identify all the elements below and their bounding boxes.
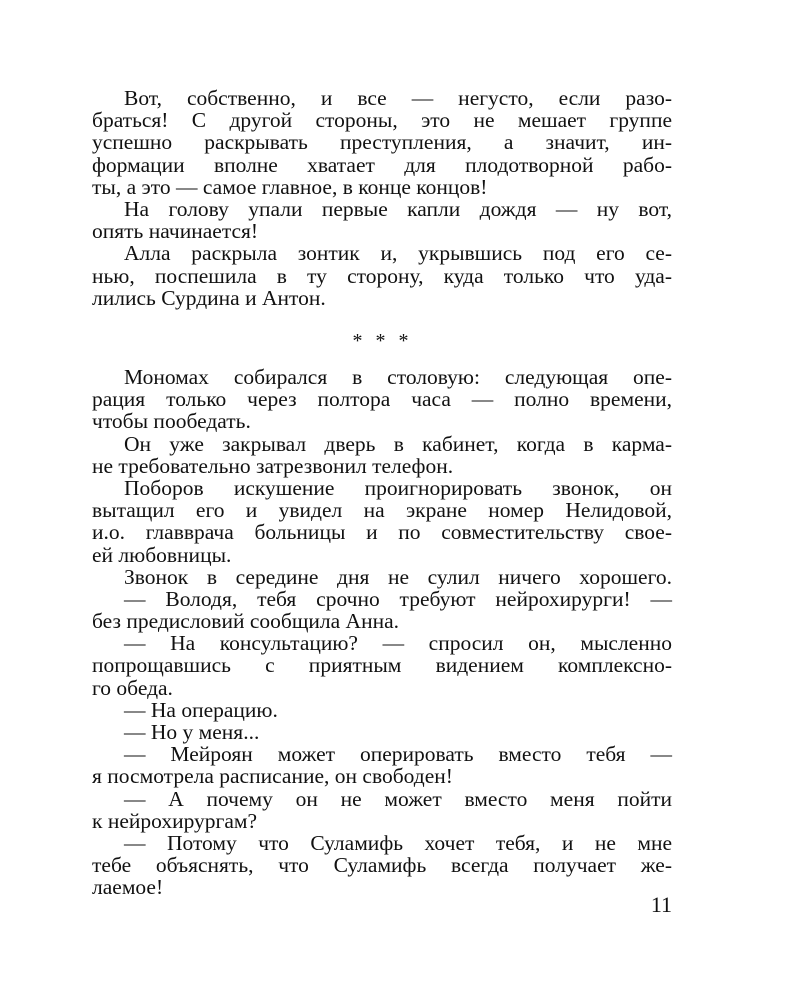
text-line: чтобы пообедать. (92, 409, 251, 434)
text-line: — На операцию. (124, 697, 278, 722)
text-line: Вот, собственно, и все — негусто, если разо- (124, 86, 672, 110)
text-block-top (92, 87, 672, 309)
text-line: — Но у меня... (124, 720, 260, 744)
text-line: я посмотрела расписание, он свободен! (92, 764, 453, 789)
text-line: Звонок в середине дня не сулил ничего хорошего. (124, 564, 672, 589)
text-line: Алла раскрыла зонтик и, укрывшись под его се- (124, 241, 672, 266)
section-separator: * * * (352, 330, 413, 352)
page-number: 11 (650, 892, 672, 917)
text-line: браться! С другой стороны, это не мешает группе (92, 108, 672, 133)
text-line: к нейрохирургам? (92, 808, 258, 833)
text-line: без предисловий сообщила Анна. (92, 609, 399, 634)
text-line: ей любовницы. (92, 542, 232, 567)
text-line: формации вполне хватает для плодотворной рабо- (92, 152, 672, 177)
text-line: — Володя, тебя срочно требуют нейрохирурги! — (124, 586, 672, 611)
text-block-bottom (92, 366, 672, 899)
text-line: го обеда. (92, 675, 173, 700)
text-line: — А почему он не может вместо меня пойти (124, 786, 672, 811)
text-line: — Потому что Суламифь хочет тебя, и не мне (124, 830, 672, 855)
text-line: — На консультацию? — спросил он, мысленно (124, 631, 672, 656)
text-line: Мономах собирался в столовую: следующая опе- (124, 365, 672, 389)
text-line: Он уже закрывал дверь в кабинет, когда в карма- (124, 431, 672, 456)
text-line: лились Сурдина и Антон. (92, 285, 326, 310)
text-line: ты, а это — самое главное, в конце концов! (92, 174, 488, 199)
text-line: — Мейроян может оперировать вместо тебя — (124, 742, 672, 767)
text-line: попрощавшись с приятным видением комплексно- (92, 653, 672, 678)
text-line: лаемое! (92, 875, 164, 900)
text-line: и.о. главврача больницы и по совместительству свое- (92, 520, 672, 545)
text-line: не требовательно затрезвонил телефон. (92, 453, 454, 478)
text-line: нью, поспешила в ту сторону, куда только что уда- (92, 263, 672, 288)
text-line: рация только через полтора часа — полно времени, (92, 387, 672, 412)
text-line: Поборов искушение проигнорировать звонок, он (124, 475, 672, 500)
text-line: На голову упали первые капли дождя — ну вот, (124, 196, 672, 221)
text-line: успешно раскрывать преступления, а значит, ин- (92, 130, 672, 155)
text-line: тебе объяснять, что Суламифь всегда получает же- (92, 853, 672, 878)
text-line: вытащил его и увидел на экране номер Нелидовой, (92, 498, 672, 523)
text-line: опять начинается! (92, 219, 259, 244)
